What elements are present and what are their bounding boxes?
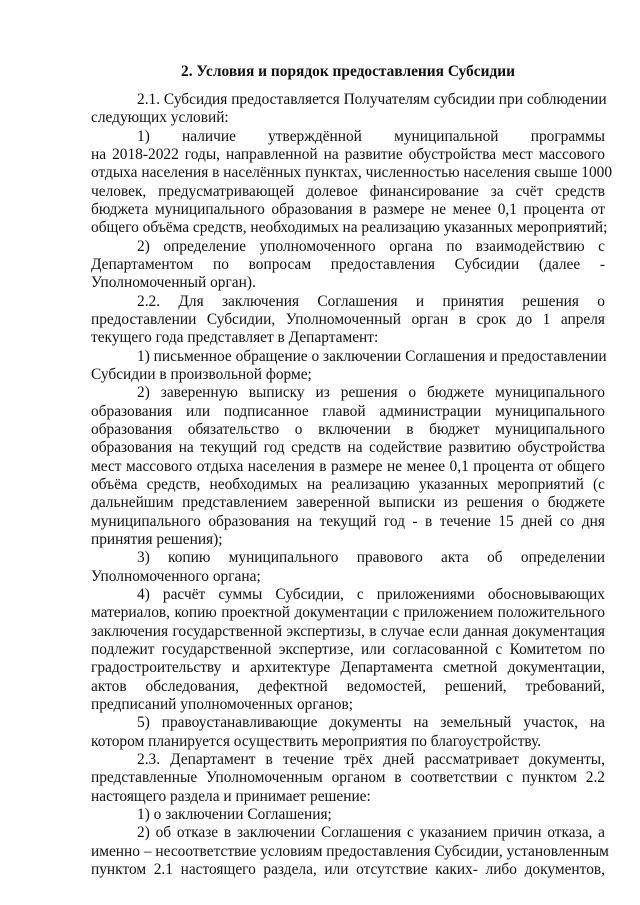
text-line: 2) об отказе в заключении Соглашения с указанием причин отказа, а xyxy=(137,824,605,842)
text-line: 2) определение уполномоченного органа по взаимодействию с xyxy=(137,237,605,255)
text-line: 2) заверенную выписку из решения о бюджете муниципального xyxy=(137,384,605,402)
text-line: подлежит государственной экспертизе, или согласованной с Комитетом по xyxy=(91,640,605,658)
text-line: актов обследования, дефектной ведомостей, решений, требований, xyxy=(91,677,605,695)
text-line: Уполномоченного органа; xyxy=(91,567,261,585)
text-line: Уполномоченный орган). xyxy=(91,274,256,292)
text-line: на 2018-2022 годы, направленной на развитие обустройства мест массового xyxy=(91,146,605,163)
text-line: 1) письменное обращение о заключении Соглашения и предоставлении xyxy=(137,347,607,365)
text-line: человек, предусматривающей долевое финансирование за счёт средств xyxy=(91,182,605,200)
text-line: образования обязательство о включении в бюджет муниципального xyxy=(91,420,605,438)
text-line: Субсидии в произвольной форме; xyxy=(91,365,312,383)
text-line: 2.1. Субсидия предоставляется Получателям субсидии при соблюдении xyxy=(137,91,607,108)
text-line: 3) копию муниципального правового акта об определении xyxy=(137,549,605,567)
text-line: 5) правоустанавливающие документы на земельный участок, на xyxy=(137,714,605,732)
text-line: предписаний уполномоченных органов; xyxy=(91,695,353,713)
text-line: пунктом 2.1 настоящего раздела, или отсутствие каких- либо документов, xyxy=(91,860,605,878)
text-line: 4) расчёт суммы Субсидии, с приложениями обосновывающих xyxy=(137,585,605,603)
text-line: мест массового отдыха населения в размере не менее 0,1 процента от общего xyxy=(91,457,605,475)
section-heading: 2. Условия и порядок предоставления Субсидии xyxy=(181,63,515,80)
text-line: настоящего раздела и принимает решение: xyxy=(91,787,371,805)
text-line: градостроительству и архитектуре Департамента сметной документации, xyxy=(91,659,605,677)
text-line: принятия решения); xyxy=(91,530,223,548)
text-line: отдыха населения в населённых пунктах, численностью населения свыше 1000 xyxy=(91,164,613,182)
text-line: образования на текущий год средств на содействие развитию обустройства xyxy=(91,439,605,457)
text-line: 2.3. Департамент в течение трёх дней рассматривает документы, xyxy=(137,750,605,768)
text-line: образования или подписанное главой администрации муниципального xyxy=(91,402,605,420)
text-line: именно – несоответствие условиям предоставления Субсидии, установленным xyxy=(91,842,609,860)
text-line: общего объёма средств, необходимых на реализацию указанных мероприятий; xyxy=(91,219,608,237)
text-line: бюджета муниципального образования в размере не менее 0,1 процента от xyxy=(91,201,605,218)
text-line: следующих условий: xyxy=(91,109,229,127)
text-line: 1) наличие утверждённой муниципальной программы xyxy=(137,127,605,145)
text-line: Департаментом по вопросам предоставления Субсидии (далее - xyxy=(91,256,605,273)
text-line: текущего года представляет в Департамент: xyxy=(91,329,379,347)
text-line: 1) о заключении Соглашения; xyxy=(137,805,332,823)
text-line: муниципального образования на текущий год - в течение 15 дней со дня xyxy=(91,512,605,530)
text-line: заключения государственной экспертизы, в случае если данная документация xyxy=(91,622,605,640)
text-line: предоставлении Субсидии, Уполномоченный орган в срок до 1 апреля xyxy=(91,311,605,328)
text-line: дальнейшим представлением заверенной выписки из решения о бюджете xyxy=(91,494,605,512)
text-line: 2.2. Для заключения Соглашения и принятия решения о xyxy=(137,292,605,310)
text-line: объёма средств, необходимых на реализацию указанных мероприятий (с xyxy=(91,475,605,493)
text-line: материалов, копию проектной документации с приложением положительного xyxy=(91,604,605,622)
text-line: представленные Уполномоченным органом в соответствии с пунктом 2.2 xyxy=(91,769,605,787)
text-line: котором планируется осуществить мероприятия по благоустройству. xyxy=(91,732,542,750)
